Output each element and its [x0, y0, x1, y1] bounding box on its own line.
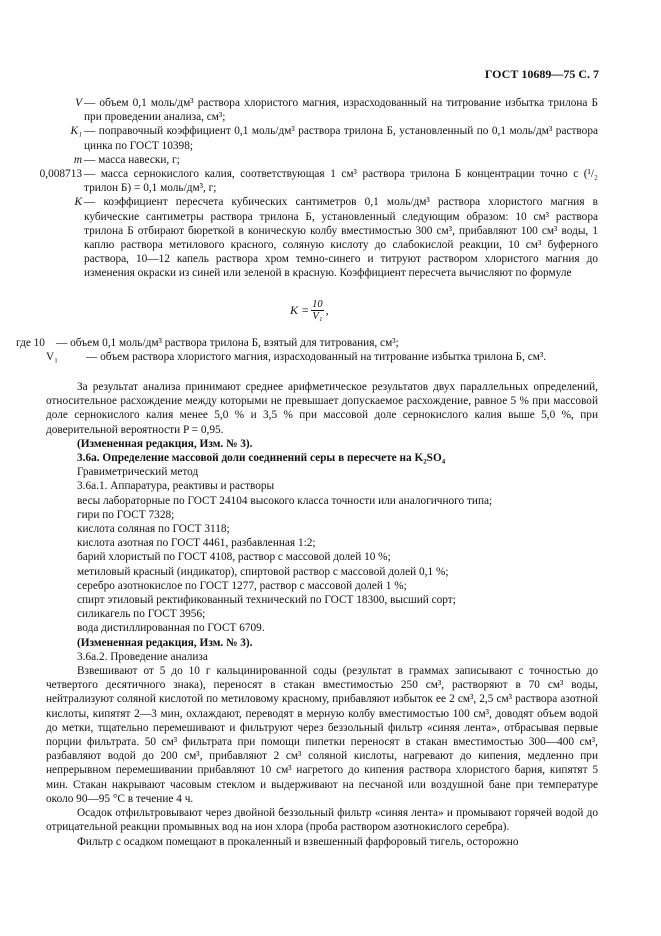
definition-term: K₁	[70, 125, 82, 138]
definition-term: 0,008713	[39, 168, 82, 181]
definition-term: K	[74, 196, 82, 209]
formula-denominator: V₁	[312, 311, 323, 322]
paragraph: гири по ГОСТ 7328;	[77, 508, 175, 521]
where-term: V₁	[46, 351, 59, 364]
paragraph: кислота соляная по ГОСТ 3118;	[77, 523, 230, 536]
definition-text: — масса сернокислого калия, соответствующая 1 см³ раствора трилона Б концентрации точно c (¹/₂ трилон Б) = 0,1 моль/дм³, г;	[84, 168, 598, 195]
definition-row	[0, 153, 598, 167]
definition-text: — коэффициент пересчета кубических сантиметров 0,1 моль/дм³ раствора хлористого магния в кубические сантиметры раствора трилона Б, установленный следующим образом: 10 см³ раствора трилона Б отбирают бюреткой в коническую колбу вместимостью 300 см³, прибавляют 100 см³ воды, 1 каплю раствора метилового красного, соляную кислоту до слабокислой реакции, 10 см³ буферного раствора, 10—12 капель раствора хром темно-синего и титруют раствором хлористого магния до изменения окраски из синей или зеленой в красную. Коэффициент пересчета вычисляют по формуле	[84, 196, 598, 280]
definition-row	[0, 167, 598, 195]
definition-list	[0, 96, 598, 281]
formula-fraction	[311, 299, 324, 322]
where-text: — объем 0,1 моль/дм³ раствора трилона Б, взятый для титрования, см³;	[56, 337, 399, 349]
definition-row	[0, 195, 598, 280]
definition-row	[0, 124, 598, 152]
where-row	[46, 350, 598, 364]
page-header: ГОСТ 10689—75 С. 7	[484, 67, 599, 81]
definition-text: — поправочный коэффициент 0,1 моль/дм³ раствора трилона Б, установленный по 0,1 моль/дм³ раствора цинка по ГОСТ 10398;	[84, 125, 598, 152]
formula-tail: ,	[325, 303, 329, 318]
paragraph: весы лабораторные по ГОСТ 24104 высокого класса точности или аналогичного типа;	[77, 494, 493, 507]
paragraph: метиловый красный (индикатор), спиртовой раствор с массовой долей 0,1 %;	[77, 565, 449, 578]
definition-row	[0, 96, 598, 124]
paragraph: Фильтр с осадком помещают в прокаленный и взвешенный фарфоровый тигель, осторожно	[77, 835, 519, 848]
where-term: где 10	[16, 337, 45, 349]
paragraph: За результат анализа принимают среднее арифметическое результатов двух параллельных определений, относительное расхождение между которыми не превышает допускаемое расхождение, равное 5 % при массовой доле сернокислого калия менее 5,0 % и 3,5 % при массовой доле сернокислого калия выше 5,0 %, при доверительной вероятности P = 0,95.	[46, 381, 598, 436]
paragraph: барий хлористый по ГОСТ 4108, раствор с массовой долей 10 %;	[77, 551, 391, 564]
where-list	[16, 336, 598, 364]
definition-text: — масса навески, г;	[84, 153, 180, 166]
definition-term: V	[75, 97, 82, 109]
paragraph: серебро азотнокислое по ГОСТ 1277, раствор с массовой долей 1 %;	[77, 579, 407, 592]
paragraph: спирт этиловый ректификованный технический по ГОСТ 18300, высший сорт;	[77, 594, 456, 607]
formula-numerator: 10	[312, 299, 323, 310]
paragraph: силикагель по ГОСТ 3956;	[77, 608, 206, 621]
paragraph: кислота азотная по ГОСТ 4461, разбавленная 1:2;	[77, 537, 316, 550]
paragraph: Осадок отфильтровывают через двойной беззольный фильтр «синяя лента» и промывают горячей водой до отрицательной реакции промывных вод на ион хлора (проба раствором азотнокислого серебра).	[46, 807, 598, 834]
paragraph: 3.6а.2. Проведение анализа	[77, 650, 208, 663]
formula-k	[290, 299, 329, 322]
bold-paragraph: (Измененная редакция, Изм. № 3).	[77, 437, 253, 450]
where-row	[16, 336, 598, 350]
paragraph: вода дистиллированная по ГОСТ 6709.	[77, 622, 265, 635]
paragraph: Взвешивают от 5 до 10 г кальцинированной соды (результат в граммах записывают с точностью до четвертого десятичного знака), переносят в стакан вместимостью 250 см³, растворяют в 70 см³ воды, нейтрализуют соляной кислотой по метиловому красному, прибавляют избыток ее 2 см³, 2,5 см³ раствора азотной кислоты, кипятят 2—3 мин, охлаждают, переводят в мерную колбу вместимостью 100 см³, доводят объем водой до метки, тщательно перемешивают и фильтруют через беззольный фильтр «синяя лента», отбрасывая первые порции фильтрата. 50 см³ фильтрата при помощи пипетки переносят в стакан вместимостью 300—400 см³, разбавляют водой до 200 см³, прибавляют 2 см³ соляной кислоты, нагревают до кипения, медленно при непрерывном перемешивании прибавляют 10 см³ нагретого до кипения раствора хлористого бария, кипятят 5 мин. Стакан накрывают часовым стеклом и выдерживают на песчаной или воздушной бане при температуре около 90—95 °С в течение 4 ч.	[46, 665, 598, 805]
body-text	[46, 380, 598, 849]
bold-paragraph: 3.6а. Определение массовой доли соединений серы в пересчете на K₂SO₄	[77, 452, 446, 465]
paragraph: 3.6а.1. Аппаратура, реактивы и растворы	[77, 480, 275, 493]
definition-text: — объем 0,1 моль/дм³ раствора хлористого магния, израсходованный на титрование избытка трилона Б при проведении анализа, см³;	[84, 97, 598, 124]
formula-lhs: K =	[290, 303, 310, 318]
bold-paragraph: (Измененная редакция, Изм. № 3).	[77, 636, 253, 649]
where-text: — объем раствора хлористого магния, израсходованный на титрование избытка трилона Б, см³.	[86, 351, 547, 364]
paragraph: Гравиметрический метод	[77, 466, 199, 479]
definition-term: m	[73, 153, 82, 166]
